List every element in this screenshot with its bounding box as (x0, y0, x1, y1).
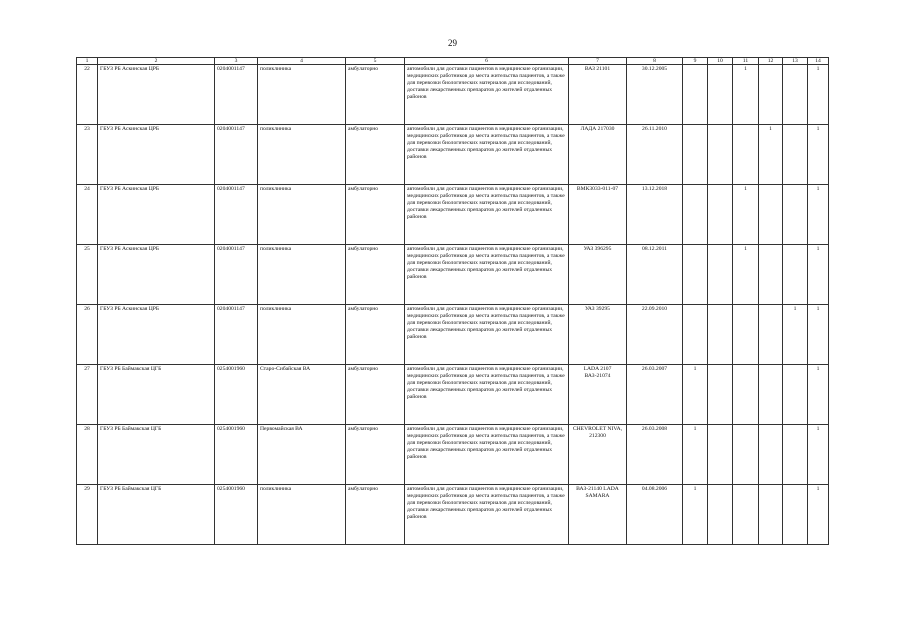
registration-date: 26.03.2008 (627, 425, 683, 485)
col12-mark (759, 185, 783, 245)
care-type: амбулаторно (346, 185, 405, 245)
col11-mark (733, 365, 759, 425)
vehicle-purpose: автомобили для доставки пациентов в медицинские организации, медицинских работников до места жительства пациентов, а также для перевозки биологических материалов для исследований, доставки лекарственных препаратов до жителей отдаленных районов (405, 125, 569, 185)
table-row (77, 185, 829, 245)
vehicle-purpose: автомобили для доставки пациентов в медицинские организации, медицинских работников до места жительства пациентов, а также для перевозки биологических материалов для исследований, доставки лекарственных препаратов до жителей отдаленных районов (405, 485, 569, 545)
col11-mark (733, 305, 759, 365)
col13-mark (783, 425, 808, 485)
col12-mark (759, 305, 783, 365)
col10-mark (708, 365, 733, 425)
care-type: амбулаторно (346, 245, 405, 305)
column-number: 1 (77, 58, 98, 65)
registration-date: 08.12.2011 (627, 245, 683, 305)
organization-name: ГБУЗ РБ Баймакская ЦГБ (98, 485, 215, 545)
registration-date: 26.03.2007 (627, 365, 683, 425)
col12-mark (759, 485, 783, 545)
subdivision-name: поликлиника (258, 305, 346, 365)
table-row (77, 65, 829, 125)
subdivision-name: поликлиника (258, 485, 346, 545)
org-code: 0254001960 (215, 485, 258, 545)
vehicle-purpose: автомобили для доставки пациентов в медицинские организации, медицинских работников до места жительства пациентов, а также для перевозки биологических материалов для исследований, доставки лекарственных препаратов до жителей отдаленных районов (405, 65, 569, 125)
table-row (77, 365, 829, 425)
org-code: 0204001147 (215, 125, 258, 185)
col14-mark: 1 (808, 125, 829, 185)
subdivision-name: поликлиника (258, 185, 346, 245)
vehicle-model: УАЗ 396295 (569, 245, 627, 305)
organization-name: ГБУЗ РБ Баймакская ЦГБ (98, 365, 215, 425)
registration-date: 30.12.2005 (627, 65, 683, 125)
col9-mark: 1 (683, 425, 708, 485)
care-type: амбулаторно (346, 425, 405, 485)
col13-mark (783, 365, 808, 425)
col9-mark (683, 65, 708, 125)
org-code: 0204001147 (215, 305, 258, 365)
col10-mark (708, 125, 733, 185)
col13-mark (783, 185, 808, 245)
col14-mark: 1 (808, 485, 829, 545)
row-number: 29 (77, 485, 98, 545)
org-code: 0204001147 (215, 245, 258, 305)
column-number: 6 (405, 58, 569, 65)
column-number: 9 (683, 58, 708, 65)
organization-name: ГБУЗ РБ Аскинская ЦРБ (98, 185, 215, 245)
col12-mark (759, 65, 783, 125)
col10-mark (708, 65, 733, 125)
col14-mark: 1 (808, 305, 829, 365)
table-row (77, 245, 829, 305)
col9-mark (683, 125, 708, 185)
col13-mark (783, 65, 808, 125)
organization-name: ГБУЗ РБ Аскинская ЦРБ (98, 245, 215, 305)
col13-mark (783, 125, 808, 185)
row-number: 28 (77, 425, 98, 485)
col12-mark (759, 365, 783, 425)
column-number: 3 (215, 58, 258, 65)
subdivision-name: Первомайская ВА (258, 425, 346, 485)
column-number-row (77, 58, 829, 65)
column-number: 10 (708, 58, 733, 65)
org-code: 0254001960 (215, 425, 258, 485)
col11-mark (733, 125, 759, 185)
organization-name: ГБУЗ РБ Баймакская ЦГБ (98, 425, 215, 485)
col13-mark (783, 485, 808, 545)
registration-date: 13.12.2018 (627, 185, 683, 245)
registration-date: 26.11.2010 (627, 125, 683, 185)
col11-mark (733, 425, 759, 485)
column-number: 7 (569, 58, 627, 65)
column-number: 8 (627, 58, 683, 65)
row-number: 24 (77, 185, 98, 245)
page-number: 29 (448, 38, 457, 48)
row-number: 26 (77, 305, 98, 365)
col9-mark (683, 185, 708, 245)
col11-mark: 1 (733, 185, 759, 245)
subdivision-name: Старо-Сибайская ВА (258, 365, 346, 425)
subdivision-name: поликлиника (258, 125, 346, 185)
row-number: 25 (77, 245, 98, 305)
col9-mark: 1 (683, 365, 708, 425)
table-row (77, 125, 829, 185)
col9-mark: 1 (683, 485, 708, 545)
care-type: амбулаторно (346, 305, 405, 365)
subdivision-name: поликлиника (258, 65, 346, 125)
registration-date: 22.09.2010 (627, 305, 683, 365)
col10-mark (708, 485, 733, 545)
vehicle-purpose: автомобили для доставки пациентов в медицинские организации, медицинских работников до места жительства пациентов, а также для перевозки биологических материалов для исследований, доставки лекарственных препаратов до жителей отдаленных районов (405, 425, 569, 485)
col14-mark: 1 (808, 425, 829, 485)
vehicle-model: ВМК3033-011-07 (569, 185, 627, 245)
vehicle-model: ЛАДА 217030 (569, 125, 627, 185)
col12-mark (759, 425, 783, 485)
col14-mark: 1 (808, 65, 829, 125)
org-code: 0204001147 (215, 185, 258, 245)
column-number: 5 (346, 58, 405, 65)
col9-mark (683, 305, 708, 365)
table-row (77, 425, 829, 485)
row-number: 22 (77, 65, 98, 125)
column-number: 4 (258, 58, 346, 65)
care-type: амбулаторно (346, 485, 405, 545)
col13-mark: 1 (783, 305, 808, 365)
vehicle-model: CHEVROLET NIVA, 212300 (569, 425, 627, 485)
vehicle-registry-table (76, 57, 829, 545)
org-code: 0204001147 (215, 65, 258, 125)
vehicle-purpose: автомобили для доставки пациентов в медицинские организации, медицинских работников до места жительства пациентов, а также для перевозки биологических материалов для исследований, доставки лекарственных препаратов до жителей отдаленных районов (405, 365, 569, 425)
col14-mark: 1 (808, 185, 829, 245)
col14-mark: 1 (808, 365, 829, 425)
table-row (77, 485, 829, 545)
org-code: 0254001960 (215, 365, 258, 425)
row-number: 27 (77, 365, 98, 425)
col10-mark (708, 185, 733, 245)
vehicle-model: УАЗ 39295 (569, 305, 627, 365)
column-number: 2 (98, 58, 215, 65)
col11-mark: 1 (733, 65, 759, 125)
column-number: 11 (733, 58, 759, 65)
row-number: 23 (77, 125, 98, 185)
organization-name: ГБУЗ РБ Аскинская ЦРБ (98, 305, 215, 365)
care-type: амбулаторно (346, 65, 405, 125)
column-number: 14 (808, 58, 829, 65)
col12-mark: 1 (759, 125, 783, 185)
column-number: 12 (759, 58, 783, 65)
care-type: амбулаторно (346, 365, 405, 425)
vehicle-model: ВАЗ-21140 LADA SAMARA (569, 485, 627, 545)
col14-mark: 1 (808, 245, 829, 305)
vehicle-purpose: автомобили для доставки пациентов в медицинские организации, медицинских работников до места жительства пациентов, а также для перевозки биологических материалов для исследований, доставки лекарственных препаратов до жителей отдаленных районов (405, 245, 569, 305)
col10-mark (708, 245, 733, 305)
col9-mark (683, 245, 708, 305)
col11-mark (733, 485, 759, 545)
organization-name: ГБУЗ РБ Аскинская ЦРБ (98, 65, 215, 125)
subdivision-name: поликлиника (258, 245, 346, 305)
vehicle-model: LADA 2107 ВАЗ-21074 (569, 365, 627, 425)
col11-mark: 1 (733, 245, 759, 305)
table-row (77, 305, 829, 365)
col13-mark (783, 245, 808, 305)
col10-mark (708, 305, 733, 365)
vehicle-purpose: автомобили для доставки пациентов в медицинские организации, медицинских работников до места жительства пациентов, а также для перевозки биологических материалов для исследований, доставки лекарственных препаратов до жителей отдаленных районов (405, 185, 569, 245)
care-type: амбулаторно (346, 125, 405, 185)
organization-name: ГБУЗ РБ Аскинская ЦРБ (98, 125, 215, 185)
column-number: 13 (783, 58, 808, 65)
vehicle-model: ВАЗ 21101 (569, 65, 627, 125)
col10-mark (708, 425, 733, 485)
vehicle-purpose: автомобили для доставки пациентов в медицинские организации, медицинских работников до места жительства пациентов, а также для перевозки биологических материалов для исследований, доставки лекарственных препаратов до жителей отдаленных районов (405, 305, 569, 365)
registration-date: 04.08.2006 (627, 485, 683, 545)
col12-mark (759, 245, 783, 305)
